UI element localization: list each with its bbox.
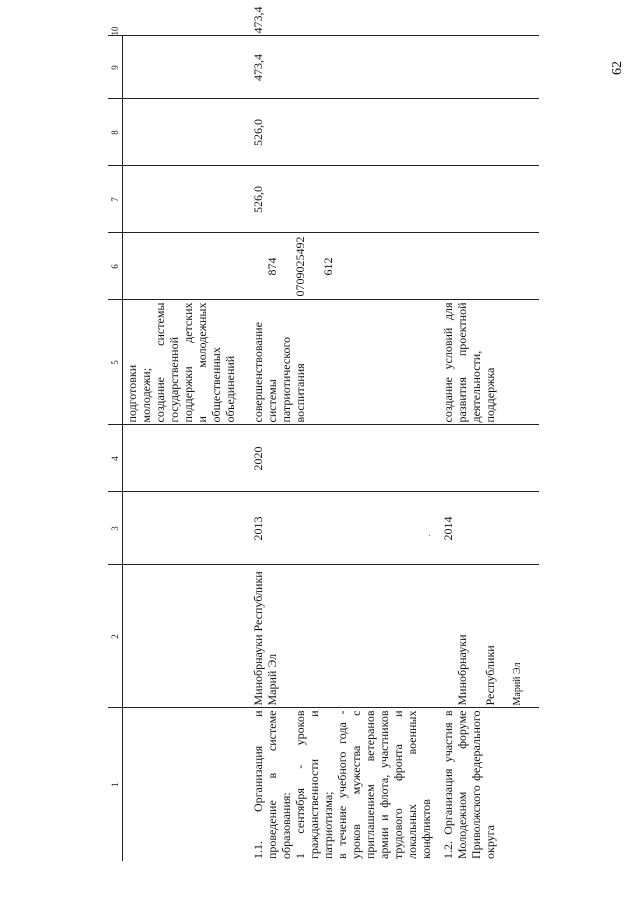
executor-line: Минобрнауки	[455, 634, 469, 706]
column-number: 1	[108, 708, 123, 861]
scan-speck	[429, 535, 430, 536]
column-number: 8	[108, 99, 123, 166]
cell-result: создание условий для развития проектной деятельности, поддержка	[433, 300, 539, 425]
page-number: 62	[610, 61, 625, 75]
cell-year-end: 2020	[243, 425, 433, 492]
cell-year-end	[433, 425, 539, 492]
rotated-table-page	[108, 6, 640, 861]
column-number: 6	[108, 233, 123, 300]
table-row: 1.1. Организация и проведение в системе образования: 1 сентября - уроков гражданственности и патриотизма; в течение учебного года - уроков мужества с приглашением ветеранов армии и флота, участников трудового фронта и локальных военных конфликтов Минобрнауки Республики Марий Эл 2013 2020 совершенствование системы патриотического воспитания 874 0709025492 612 526,0 526,0 473,4 473,4	[243, 36, 433, 861]
cell-value-7: 526,0	[243, 166, 433, 233]
cell-result-continuation: подготовки молодежи; создание системы государственной поддержки детских и молодежных общественных объединений	[123, 300, 244, 425]
column-number: 9	[108, 36, 123, 99]
executor-line: Республики	[483, 645, 497, 706]
cell-result: совершенствование системы патриотического воспитания	[243, 300, 433, 425]
cell-event: 1.2. Организация участия в Молодежном форуме Приволжского федерального округа	[433, 708, 539, 861]
column-number: 7	[108, 166, 123, 233]
cell-value-8: 526,0	[243, 99, 433, 166]
column-number: 2	[108, 565, 123, 708]
budget-code-part: 0709025492	[293, 236, 307, 297]
cell-value-9: 473,4	[243, 36, 433, 99]
program-activities-table	[108, 6, 539, 862]
cell-year-start: 2013	[243, 492, 433, 565]
budget-code-part: 874	[265, 257, 279, 276]
cell-executor	[433, 565, 539, 708]
cell-event: 1.1. Организация и проведение в системе образования: 1 сентября - уроков гражданственности и патриотизма; в течение учебного года - уроков мужества с приглашением ветеранов армии и флота, участников трудового фронта и локальных военных конфликтов	[243, 708, 433, 861]
column-number: 5	[108, 300, 123, 425]
column-number: 3	[108, 492, 123, 565]
column-number: 4	[108, 425, 123, 492]
column-number-row: 1 2 3 4 5 6 7 8 9 10	[108, 36, 123, 861]
executor-line: Марий Эл	[512, 662, 523, 706]
table-row	[433, 36, 539, 861]
cell-budget-code	[243, 233, 433, 300]
cell-year-start: 2014	[433, 492, 539, 565]
cell-executor: Минобрнауки Республики Марий Эл	[243, 565, 433, 708]
budget-code-part: 612	[321, 257, 335, 276]
table-row-continuation	[123, 36, 244, 861]
